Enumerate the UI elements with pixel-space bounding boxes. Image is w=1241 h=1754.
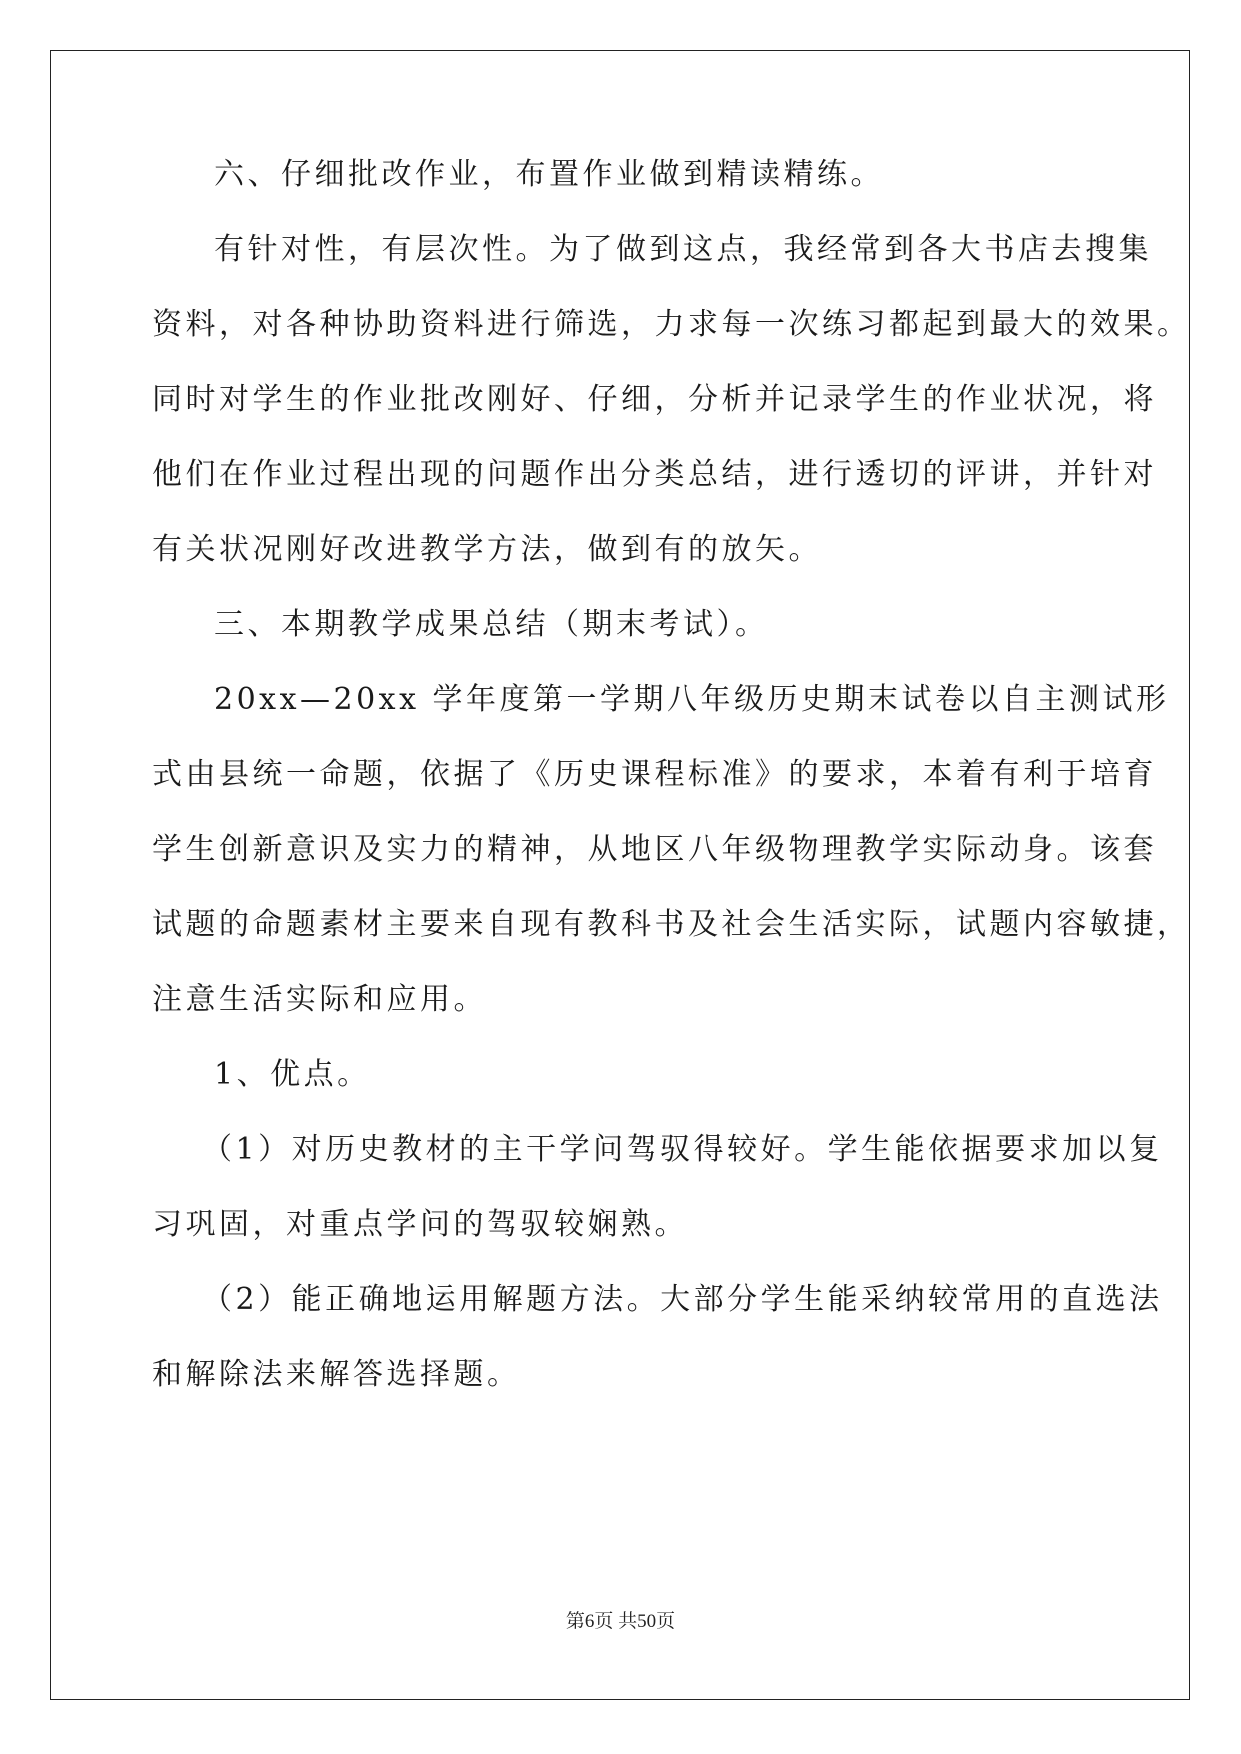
page-border xyxy=(50,50,1190,1700)
paragraph-line: （1）对历史教材的主干学问驾驭得较好。学生能依据要求加以复 xyxy=(202,1132,1163,1167)
paragraph-line: （2）能正确地运用解题方法。大部分学生能采纳较常用的直选法 xyxy=(202,1282,1163,1317)
paragraph-line: 学生创新意识及实力的精神，从地区八年级物理教学实际动身。该套 xyxy=(152,832,1157,867)
page-number-footer: 第6页 共50页 xyxy=(565,1611,676,1632)
paragraph-line: 注意生活实际和应用。 xyxy=(152,982,487,1017)
paragraph-line: 有针对性，有层次性。为了做到这点，我经常到各大书店去搜集 xyxy=(214,232,1152,267)
paragraph-line: 他们在作业过程出现的问题作出分类总结，进行透切的评讲，并针对 xyxy=(152,457,1157,492)
paragraph-line: 式由县统一命题，依据了《历史课程标准》的要求，本着有利于培育 xyxy=(152,757,1157,792)
paragraph-line: 三、本期教学成果总结（期末考试）。 xyxy=(214,607,769,642)
paragraph-line: 六、仔细批改作业，布置作业做到精读精练。 xyxy=(214,157,884,192)
paragraph-line: 习巩固，对重点学问的驾驭较娴熟。 xyxy=(152,1207,688,1242)
paragraph-line: 和解除法来解答选择题。 xyxy=(152,1357,521,1392)
paragraph-line: 有关状况刚好改进教学方法，做到有的放矢。 xyxy=(152,532,822,567)
paragraph-line: 20xx—20xx 学年度第一学期八年级历史期末试卷以自主测试形 xyxy=(214,682,1170,717)
paragraph-line: 试题的命题素材主要来自现有教科书及社会生活实际，试题内容敏捷， xyxy=(152,907,1191,942)
paragraph-line: 1、优点。 xyxy=(214,1057,371,1092)
paragraph-line: 资料，对各种协助资料进行筛选，力求每一次练习都起到最大的效果。 xyxy=(152,307,1191,342)
paragraph-line: 同时对学生的作业批改刚好、仔细，分析并记录学生的作业状况，将 xyxy=(152,382,1157,417)
